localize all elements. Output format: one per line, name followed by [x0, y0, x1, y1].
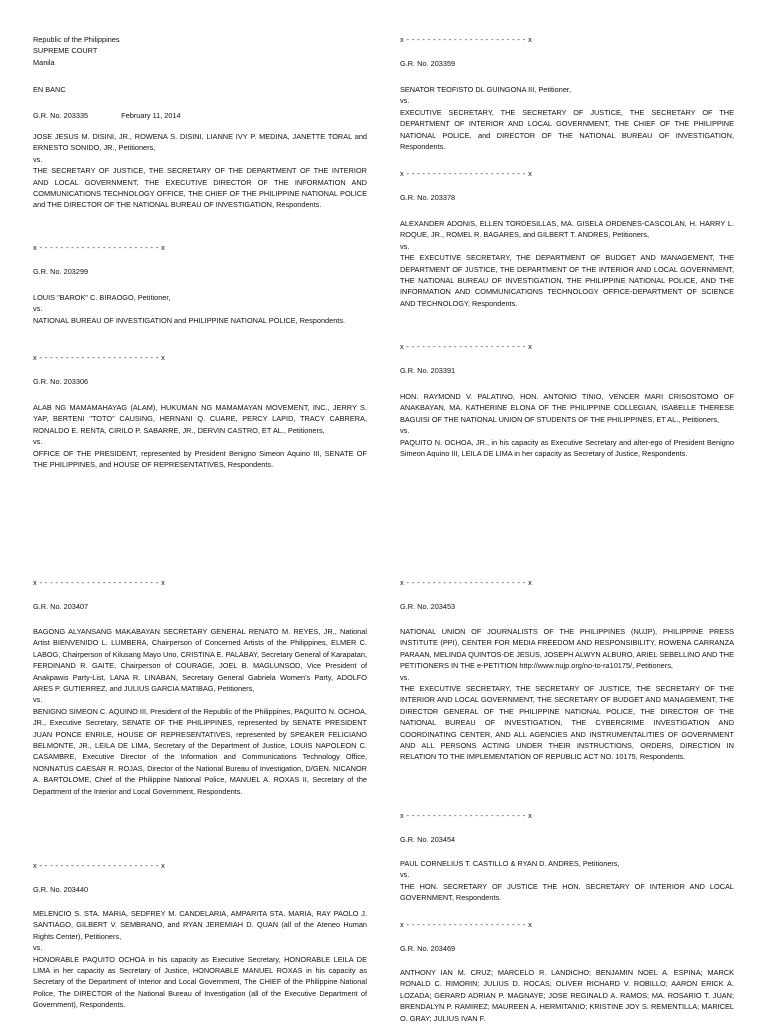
petitioners: JOSE JESUS M. DISINI, JR., ROWENA S. DISINI, LIANNE IVY P. MEDINA, JANETTE TORAL and ERNESTO SONIDO, JR., Petitioners, [33, 132, 367, 153]
case-caption-203440 [33, 908, 367, 1011]
en-banc-label: EN BANC [33, 85, 66, 94]
gr-number: G.R. No. 203299 [33, 267, 89, 276]
gr-number: G.R. No. 203306 [33, 377, 89, 386]
petitioners: BAGONG ALYANSANG MAKABAYAN SECRETARY GENERAL RENATO M. REYES, JR., National Artist BIENVENIDO L. LUMBERA, Chairperson of Concerned Artists of the Philippines, ELMER C. LABOG, Chairperson of Kilusang Mayo Uno, CRISTINA E. PALABAY, Secretary General of Karapatan, FERDINAND R. GAITE, Chairperson of COURAGE, JOEL B. MAGLUNSOD, Vice President of Anakpawis Party-List, LANA R. LINABAN, Secretary General Gabriela Women's Party, ADOLFO ARES P. GUTIERREZ, and JULIUS GARCIA MATIBAG, Petitioners, [33, 627, 367, 694]
header-line: SUPREME COURT [33, 46, 98, 56]
respondents: THE EXECUTIVE SECRETARY, THE SECRETARY OF JUSTICE, THE SECRETARY OF THE INTERIOR AND LOCAL GOVERNMENT, THE SECRETARY OF BUDGET AND MANAGEMENT, THE DIRECTOR GENERAL OF THE PHILIPPINE NATIONAL POLICE, THE DIRECTOR OF THE NATIONAL BUREAU OF INVESTIGATION, THE CYBERCRIME INVESTIGATION AND COORDINATING CENTER, AND ALL AGENCIES AND INSTRUMENTALITIES OF GOVERNMENT AND ALL PERSONS ACTING UNDER THEIR INSTRUCTIONS, ORDERS, DIRECTION IN RELATION TO THE IMPLEMENTATION OF REPUBLIC ACT NO. 10175, Respondents. [400, 684, 734, 762]
gr-number: G.R. No. 203378 [400, 193, 456, 202]
case-caption-203335 [33, 131, 367, 211]
case-caption-203453 [400, 626, 734, 763]
gr-number: G.R. No. 203453 [400, 602, 456, 611]
separator: x - - - - - - - - - - - - - - - - - - - - - - - x [400, 342, 533, 351]
respondents: HONORABLE PAQUITO OCHOA in his capacity as Executive Secretary, HONORABLE LEILA DE LIMA in her capacity as Secretary of Justice, HONORABLE MANUEL ROXAS in his capacity as Secretary of the Department of Interior and Local Government, The CHIEF of the Philippine National Police, The DIRECTOR of the National Bureau of Investigation (all of the Executive Department of Government), Respondents. [33, 954, 367, 1010]
case-caption-203454 [400, 858, 734, 904]
gr-number: G.R. No. 203391 [400, 366, 456, 375]
respondents: THE SECRETARY OF JUSTICE, THE SECRETARY OF THE DEPARTMENT OF THE INTERIOR AND LOCAL GOVERNMENT, THE EXECUTIVE DIRECTOR OF THE INFORMATION AND COMMUNICATIONS TECHNOLOGY OFFICE, THE CHIEF OF THE PHILIPPINE NATIONAL POLICE and THE DIRECTOR OF THE NATIONAL BUREAU OF INVESTIGATION, Respondents. [33, 166, 367, 210]
gr-number: G.R. No. 203335 [33, 111, 89, 120]
respondents: PAQUITO N. OCHOA, JR., in his capacity as Executive Secretary and alter-ego of President Benigno Simeon Aquino III, LEILA DE LIMA in her capacity as Secretary of Justice, Respondents. [400, 437, 734, 459]
petitioners: MELENCIO S. STA. MARIA, SEDFREY M. CANDELARIA, AMPARITA STA. MARIA, RAY PAOLO J. SANTIAGO, GILBERT V. SEMBRANO, and RYAN JEREMIAH D. QUAN (all of the Ateneo Human Rights Center), Petitioners, [33, 909, 367, 941]
respondents: EXECUTIVE SECRETARY, THE SECRETARY OF JUSTICE, THE SECRETARY OF THE DEPARTMENT OF INTERIOR AND LOCAL GOVERNMENT, THE CHIEF OF THE PHILIPPINE NATIONAL POLICE, and DIRECTOR OF THE NATIONAL BUREAU OF INVESTIGATION, Respondents. [400, 107, 734, 152]
court-header [33, 34, 367, 68]
petitioners: ANTHONY IAN M. CRUZ; MARCELO R. LANDICHO; BENJAMIN NOEL A. ESPINA; MARCK RONALD C. RIMORIN; JULIUS D. ROCAS; OLIVER RICHARD V. ROBILLO; AARON ERICK A. LOZADA; GERARD ADRIAN P. MAGNAYE; JOSE REGINALD A. RAMOS; MA. ROSARIO T. JUAN; BRENDALYN P. RAMIREZ; MAUREEN A. HERMITANIO; KRISTINE JOY S. REMENTILLA; MARICEL O. GRAY; JULIUS IVAN F. [400, 968, 734, 1023]
versus: vs. [33, 943, 43, 953]
versus: vs. [33, 154, 43, 164]
case-caption-203306 [33, 402, 367, 470]
separator: x - - - - - - - - - - - - - - - - - - - - - - - x [33, 578, 166, 587]
separator: x - - - - - - - - - - - - - - - - - - - - - - - x [33, 861, 166, 870]
decision-date: February 11, 2014 [121, 111, 181, 120]
case-caption-203378 [400, 218, 734, 309]
case-caption-203469 [400, 967, 734, 1024]
versus: vs. [400, 96, 410, 106]
respondents: BENIGNO SIMEON C. AQUINO III, President of the Republic of the Philippines, PAQUITO N. OCHOA, JR., Executive Secretary, SENATE OF THE PHILIPPINES, represented by SENATE PRESIDENT JUAN PONCE ENRILE, HOUSE OF REPRESENTATIVES, represented by SPEAKER FELICIANO BELMONTE, JR., LEILA DE LIMA, Secretary of the Department of Justice, LOUIS NAPOLEON C. CASAMBRE, Executive Director of the Information and Communications Technology Office, NONNATUS CAESAR R. ROJAS, Director of the National Bureau of Investigation, D/GEN. NICANOR A. BARTOLOME, Chief of the Philippine National Police, MANUEL A. ROXAS II, Secretary of the Department of the Interior and Local Government, Respondents. [33, 706, 367, 796]
petitioners: PAUL CORNELIUS T. CASTILLO & RYAN D. ANDRES, Petitioners, [400, 859, 620, 868]
respondents: THE HON. SECRETARY OF JUSTICE THE HON. SECRETARY OF INTERIOR AND LOCAL GOVERNMENT, Respondents. [400, 881, 734, 903]
versus: vs. [33, 437, 43, 447]
petitioners: LOUIS "BAROK" C. BIRAOGO, Petitioner, [33, 293, 171, 302]
separator: x - - - - - - - - - - - - - - - - - - - - - - - x [400, 811, 533, 820]
petitioners: ALEXANDER ADONIS, ELLEN TORDESILLAS, MA. GISELA ORDENES-CASCOLAN, H. HARRY L. ROQUE, JR., ROMEL R. BAGARES, and GILBERT T. ANDRES, Petitioners, [400, 219, 734, 240]
gr-number: G.R. No. 203454 [400, 835, 456, 844]
gr-number: G.R. No. 203440 [33, 885, 89, 894]
versus: vs. [33, 304, 43, 314]
header-line: Republic of the Philippines [33, 35, 120, 44]
petitioners: HON. RAYMOND V. PALATINO, HON. ANTONIO TINIO, VENCER MARI CRISOSTOMO OF ANAKBAYAN, MA. KATHERINE ELONA OF THE PHILIPPINE COLLEGIAN, ISABELLE THERESE BAGUISI OF THE NATIONAL UNION OF STUDENTS OF THE PHILIPPINES, ET AL., Petitioners, [400, 392, 734, 424]
versus: vs. [33, 695, 43, 705]
versus: vs. [400, 241, 410, 251]
petitioners: ALAB NG MAMAMAHAYAG (ALAM), HUKUMAN NG MAMAMAYAN MOVEMENT, INC., JERRY S. YAP, BERTENI "TOTO" CAUSING, HERNANI Q. CUARE, PERCY LAPID, TRACY CABRERA, RONALDO E. RENTA, CIRILO P. SABARRE, JR., DERVIN CASTRO, ET AL., Petitioners, [33, 403, 367, 435]
respondents: NATIONAL BUREAU OF INVESTIGATION and PHILIPPINE NATIONAL POLICE, Respondents. [33, 315, 346, 325]
case-number-line [33, 110, 367, 121]
versus: vs. [400, 426, 410, 436]
separator: x - - - - - - - - - - - - - - - - - - - - - - - x [400, 920, 533, 929]
versus: vs. [400, 672, 410, 682]
gr-number: G.R. No. 203469 [400, 944, 456, 953]
separator: x - - - - - - - - - - - - - - - - - - - - - - - x [400, 169, 533, 178]
respondents: THE EXECUTIVE SECRETARY, THE DEPARTMENT OF BUDGET AND MANAGEMENT, THE DEPARTMENT OF JUSTICE, THE DEPARTMENT OF THE INTERIOR AND LOCAL GOVERNMENT, THE NATIONAL BUREAU OF INVESTIGATION, THE PHILIPPINE NATIONAL POLICE, AND THE INFORMATION AND COMMUNICATIONS TECHNOLOGY OFFICE-DEPARTMENT OF SCIENCE AND TECHNOLOGY, Respondents. [400, 253, 734, 308]
petitioners: NATIONAL UNION OF JOURNALISTS OF THE PHILIPPINES (NUJP), PHILIPPINE PRESS INSTITUTE (PPI), CENTER FOR MEDIA FREEDOM AND RESPONSIBILITY, ROWENA CARRANZA PARAAN, MELINDA QUINTOS-DE JESUS, JOSEPH ALWYN ALBURO, ARIEL SEBELLINO AND THE PETITIONERS IN THE e-PETITION http://www.nujp.org/no-to-ra10175/, Petitioners, [400, 627, 734, 671]
gr-number: G.R. No. 203359 [400, 59, 456, 68]
respondents: OFFICE OF THE PRESIDENT, represented by President Benigno Simeon Aquino III, SENATE OF THE PHILIPPINES, and HOUSE OF REPRESENTATIVES, Respondents. [33, 448, 367, 470]
header-line: Manila [33, 57, 55, 67]
separator: x - - - - - - - - - - - - - - - - - - - - - - - x [400, 35, 533, 44]
petitioners: SENATOR TEOFISTO DL GUINGONA III, Petitioner, [400, 85, 571, 94]
separator: x - - - - - - - - - - - - - - - - - - - - - - - x [33, 353, 166, 362]
case-caption-203359 [400, 84, 734, 152]
case-caption-203407 [33, 626, 367, 797]
case-caption-203299 [33, 292, 367, 326]
case-caption-203391 [400, 391, 734, 459]
versus: vs. [400, 870, 410, 880]
gr-number: G.R. No. 203407 [33, 602, 89, 611]
separator: x - - - - - - - - - - - - - - - - - - - - - - - x [400, 578, 533, 587]
separator: x - - - - - - - - - - - - - - - - - - - - - - - x [33, 243, 166, 252]
